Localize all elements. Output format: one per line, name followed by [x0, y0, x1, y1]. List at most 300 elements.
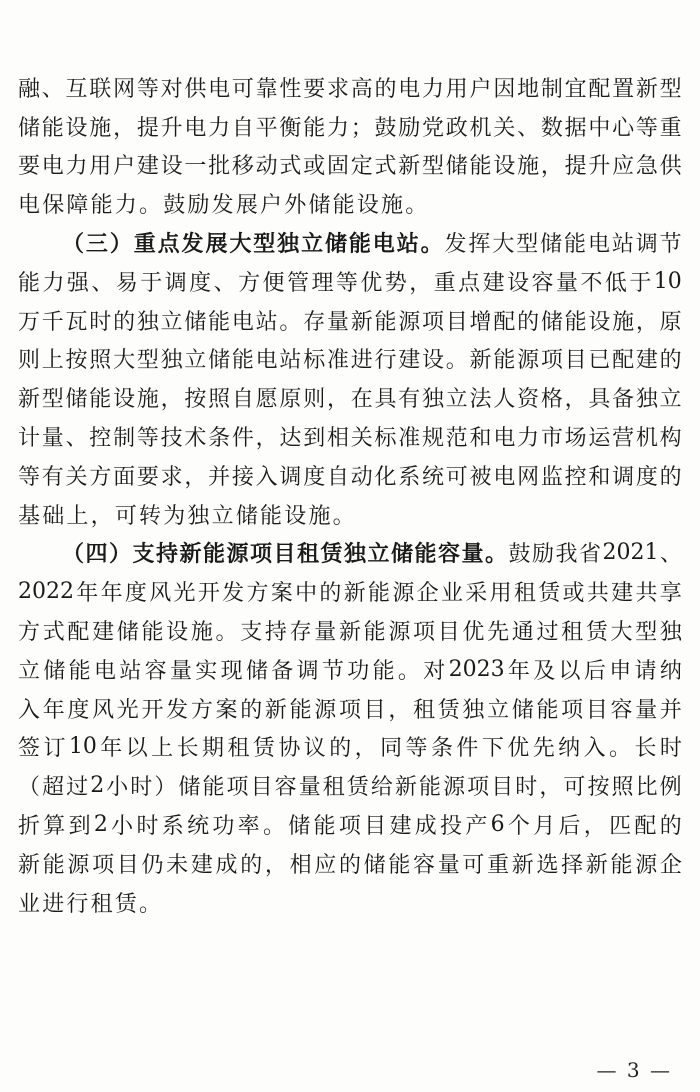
glyph: 进 — [42, 891, 67, 917]
glyph: 心 — [612, 115, 635, 141]
glyph: 项 — [338, 697, 361, 723]
glyph: 赁 — [346, 775, 369, 801]
glyph: 的 — [113, 309, 136, 335]
glyph: 障 — [66, 193, 91, 219]
glyph: ） — [154, 775, 177, 801]
glyph: 独 — [277, 232, 300, 258]
glyph: 配 — [634, 814, 657, 840]
glyph: 优 — [360, 270, 383, 296]
glyph: 能 — [414, 542, 437, 568]
glyph: 。 — [397, 658, 420, 684]
glyph: 管 — [286, 270, 309, 296]
glyph: 储 — [391, 542, 414, 568]
glyph: 容 — [531, 270, 554, 296]
glyph: 我 — [555, 542, 578, 568]
glyph: 制 — [540, 76, 563, 102]
glyph: 应 — [314, 852, 337, 878]
glyph: 大 — [113, 348, 136, 374]
glyph: 容 — [438, 542, 461, 568]
glyph: 电 — [372, 232, 395, 258]
glyph: 入 — [18, 697, 41, 723]
glyph: 站 — [119, 658, 142, 684]
glyph: 到 — [68, 814, 91, 840]
glyph: 电 — [208, 76, 231, 102]
glyph: 期 — [202, 736, 225, 762]
glyph: 。 — [420, 232, 443, 258]
glyph: 储 — [184, 309, 207, 335]
glyph: 签 — [18, 736, 41, 762]
glyph: 新 — [585, 852, 608, 878]
glyph: ； — [350, 115, 373, 141]
glyph: 6 — [490, 812, 505, 838]
glyph: 施 — [190, 620, 213, 646]
glyph: 独 — [136, 309, 159, 335]
glyph: 支 — [240, 620, 263, 646]
glyph: 的 — [659, 348, 682, 374]
glyph: （ — [62, 542, 85, 568]
glyph: 等 — [136, 76, 159, 102]
glyph: 能 — [260, 503, 285, 529]
glyph: 求 — [160, 464, 183, 490]
glyph: 协 — [278, 736, 301, 762]
glyph: 面 — [113, 464, 136, 490]
glyph: 先 — [487, 620, 510, 646]
glyph: 的 — [240, 697, 263, 723]
glyph: 方 — [246, 581, 269, 607]
glyph: 储 — [208, 348, 231, 374]
glyph: 型 — [136, 348, 159, 374]
text-line — [18, 572, 682, 611]
glyph: 租 — [297, 542, 320, 568]
glyph: 立 — [160, 309, 183, 335]
glyph: 设 — [422, 348, 445, 374]
glyph: 件 — [231, 426, 254, 452]
glyph: 大 — [610, 620, 633, 646]
glyph: 式 — [374, 154, 397, 180]
glyph: 超 — [42, 775, 65, 801]
glyph: 目 — [364, 814, 387, 840]
glyph: 源 — [392, 581, 415, 607]
glyph: 动 — [350, 464, 373, 490]
glyph: 产 — [465, 814, 488, 840]
glyph: 能 — [208, 309, 231, 335]
glyph: 势 — [384, 270, 407, 296]
glyph: 上 — [66, 503, 91, 529]
glyph: 。 — [445, 348, 468, 374]
glyph: 力 — [326, 115, 349, 141]
glyph: （ — [62, 232, 85, 258]
glyph: 建 — [635, 348, 658, 374]
glyph: 投 — [440, 814, 463, 840]
glyph: 存 — [289, 620, 312, 646]
glyph: 站 — [396, 232, 419, 258]
text-line — [18, 146, 682, 185]
glyph: 资 — [517, 387, 540, 413]
glyph: ） — [109, 232, 132, 258]
glyph: 租 — [322, 775, 345, 801]
glyph: 量 — [635, 697, 658, 723]
glyph: 能 — [202, 775, 225, 801]
section-heading-line — [18, 223, 682, 262]
glyph: 节 — [321, 658, 344, 684]
glyph: 设 — [284, 503, 309, 529]
glyph: 、 — [91, 270, 114, 296]
glyph: 具 — [374, 387, 397, 413]
glyph: 能 — [363, 620, 386, 646]
glyph: 储 — [540, 309, 563, 335]
glyph: 原 — [659, 309, 682, 335]
glyph: 和 — [588, 464, 611, 490]
glyph: 力 — [422, 76, 445, 102]
glyph: 项 — [467, 775, 490, 801]
glyph: 励 — [532, 542, 555, 568]
glyph: 调 — [635, 232, 658, 258]
glyph: 容 — [144, 658, 167, 684]
glyph: 设 — [493, 154, 516, 180]
glyph: 场 — [564, 426, 587, 452]
glyph: ， — [184, 464, 207, 490]
glyph: 低 — [604, 270, 627, 296]
glyph: ， — [635, 309, 658, 335]
glyph: 项 — [226, 775, 249, 801]
glyph: 项 — [561, 697, 584, 723]
glyph: 项 — [413, 620, 436, 646]
glyph: 型 — [253, 232, 276, 258]
text-line — [18, 262, 682, 301]
glyph: 能 — [303, 115, 326, 141]
glyph: 要 — [136, 464, 159, 490]
glyph: 据 — [564, 115, 587, 141]
glyph: 有 — [398, 387, 421, 413]
glyph: （ — [18, 775, 41, 801]
glyph: 租 — [227, 736, 250, 762]
glyph: 于 — [629, 270, 652, 296]
glyph: 励 — [187, 193, 212, 219]
glyph: 2 — [93, 812, 108, 838]
glyph: 源 — [443, 775, 466, 801]
glyph: 方 — [89, 464, 112, 490]
glyph: 时 — [136, 814, 159, 840]
glyph: 新 — [511, 852, 534, 878]
glyph: 调 — [296, 658, 319, 684]
glyph: 达 — [279, 426, 302, 452]
glyph: 光 — [173, 581, 196, 607]
glyph: 优 — [462, 620, 485, 646]
glyph: 高 — [350, 76, 373, 102]
glyph: 施 — [308, 503, 333, 529]
glyph: 易 — [115, 270, 138, 296]
glyph: 备 — [271, 658, 294, 684]
glyph: 机 — [635, 426, 658, 452]
glyph: 能 — [564, 309, 587, 335]
glyph: 新 — [264, 697, 287, 723]
glyph: 选 — [536, 852, 559, 878]
glyph: 展 — [235, 193, 261, 219]
glyph: 能 — [469, 154, 492, 180]
glyph: 供 — [184, 76, 207, 102]
glyph: 下 — [481, 736, 504, 762]
glyph: 过 — [536, 620, 559, 646]
glyph: 省 — [579, 542, 602, 568]
section-heading-line — [18, 534, 682, 573]
glyph: 要 — [18, 154, 41, 180]
glyph: 用 — [445, 76, 468, 102]
glyph: 大 — [229, 232, 252, 258]
glyph: 条 — [430, 736, 453, 762]
glyph: 电 — [493, 464, 516, 490]
glyph: 量 — [298, 775, 321, 801]
glyph: 施 — [136, 387, 159, 413]
glyph: 先 — [532, 736, 555, 762]
glyph: 能 — [313, 814, 336, 840]
glyph: 开 — [141, 697, 164, 723]
glyph: 相 — [326, 426, 349, 452]
glyph: 市 — [540, 426, 563, 452]
glyph: 。 — [332, 503, 357, 529]
glyph: 系 — [398, 464, 421, 490]
glyph: 性 — [279, 76, 302, 102]
glyph: 发 — [181, 232, 204, 258]
glyph: 项 — [422, 309, 445, 335]
glyph: 提 — [136, 115, 159, 141]
glyph: 时 — [130, 775, 153, 801]
glyph: 源 — [388, 620, 411, 646]
glyph: 户 — [113, 154, 136, 180]
glyph: 上 — [41, 348, 64, 374]
glyph: 点 — [458, 270, 481, 296]
glyph: 用 — [89, 154, 112, 180]
glyph: 共 — [586, 581, 609, 607]
glyph: 新 — [18, 387, 41, 413]
glyph: 能 — [536, 697, 559, 723]
glyph: 持 — [156, 542, 179, 568]
glyph: 并 — [208, 464, 231, 490]
glyph: 新 — [469, 348, 492, 374]
glyph: 能 — [42, 852, 65, 878]
glyph: 2022 — [18, 579, 74, 605]
glyph: 人 — [493, 387, 516, 413]
glyph: 型 — [659, 76, 682, 102]
glyph: 建 — [92, 620, 115, 646]
glyph: 。 — [609, 736, 632, 762]
glyph: 新 — [179, 542, 202, 568]
glyph: 给 — [370, 775, 393, 801]
glyph: 一 — [184, 154, 207, 180]
glyph: 升 — [588, 154, 611, 180]
glyph: 现 — [220, 658, 243, 684]
glyph: 目 — [564, 348, 587, 374]
glyph: 施 — [517, 154, 540, 180]
glyph: 。 — [279, 309, 302, 335]
glyph: 、 — [213, 270, 236, 296]
glyph: 独 — [635, 387, 658, 413]
glyph: 按 — [184, 387, 207, 413]
glyph: 重 — [133, 232, 156, 258]
glyph: 标 — [303, 348, 326, 374]
glyph: 配 — [588, 76, 611, 102]
glyph: 企 — [416, 581, 439, 607]
glyph: 调 — [612, 464, 635, 490]
glyph: 照 — [611, 775, 634, 801]
glyph: 则 — [303, 387, 326, 413]
glyph: 光 — [116, 697, 139, 723]
glyph: 力 — [65, 154, 88, 180]
glyph: 量 — [326, 309, 349, 335]
glyph: 源 — [517, 348, 540, 374]
glyph: 型 — [41, 387, 64, 413]
glyph: 目 — [445, 309, 468, 335]
glyph: 仍 — [141, 852, 164, 878]
glyph: 成 — [414, 814, 437, 840]
glyph: 及 — [533, 658, 556, 684]
glyph: 目 — [437, 620, 460, 646]
glyph: 能 — [374, 309, 397, 335]
glyph: 立 — [445, 387, 468, 413]
glyph: 。 — [139, 891, 164, 917]
glyph: 四 — [85, 542, 108, 568]
glyph: 长 — [176, 736, 199, 762]
glyph: 调 — [164, 270, 187, 296]
glyph: 赁 — [585, 620, 608, 646]
text-line — [18, 107, 682, 146]
glyph: 互 — [65, 76, 88, 102]
glyph: 率 — [237, 814, 260, 840]
glyph: 目 — [273, 542, 296, 568]
glyph: 原 — [279, 387, 302, 413]
glyph: 上 — [151, 736, 174, 762]
glyph: 择 — [561, 852, 584, 878]
glyph: 容 — [610, 697, 633, 723]
glyph: 愿 — [255, 387, 278, 413]
glyph: 控 — [89, 426, 112, 452]
glyph: 施 — [381, 193, 406, 219]
glyph: 小 — [111, 814, 134, 840]
glyph: 储 — [363, 852, 386, 878]
glyph: 新 — [398, 154, 421, 180]
text-line — [18, 805, 682, 844]
glyph: 或 — [303, 154, 326, 180]
glyph: 构 — [659, 426, 682, 452]
glyph: 化 — [374, 464, 397, 490]
glyph: 请 — [634, 658, 657, 684]
glyph: 立 — [367, 542, 390, 568]
glyph: 小 — [106, 775, 129, 801]
glyph: 新 — [18, 852, 41, 878]
glyph: ） — [109, 542, 132, 568]
glyph: 能 — [18, 270, 41, 296]
glyph: 等 — [18, 464, 41, 490]
glyph: ， — [264, 852, 287, 878]
glyph: 源 — [635, 852, 658, 878]
glyph: 能 — [90, 193, 115, 219]
glyph: 案 — [215, 697, 238, 723]
glyph: 独 — [160, 348, 183, 374]
glyph: 电 — [184, 115, 207, 141]
glyph: 件 — [456, 736, 479, 762]
glyph: 重 — [487, 852, 510, 878]
glyph: 以 — [125, 736, 148, 762]
glyph: 的 — [319, 581, 342, 607]
glyph: 功 — [347, 658, 370, 684]
glyph: 转 — [139, 503, 164, 529]
glyph: 不 — [580, 270, 603, 296]
glyph: 的 — [659, 814, 682, 840]
glyph: 算 — [43, 814, 66, 840]
glyph: 10 — [68, 734, 97, 760]
glyph: 案 — [270, 581, 293, 607]
glyph: 节 — [659, 232, 682, 258]
text-line — [18, 301, 682, 340]
glyph: 术 — [184, 426, 207, 452]
glyph: 。 — [139, 193, 164, 219]
glyph: 党 — [422, 115, 445, 141]
glyph: 能 — [289, 697, 312, 723]
glyph: 长 — [634, 736, 657, 762]
glyph: 格 — [540, 387, 563, 413]
glyph: 目 — [491, 775, 514, 801]
glyph: 例 — [659, 775, 682, 801]
glyph: 未 — [166, 852, 189, 878]
glyph: 能 — [610, 852, 633, 878]
text-line — [18, 883, 682, 922]
glyph: 源 — [398, 309, 421, 335]
glyph: 点 — [157, 232, 180, 258]
glyph: 、 — [65, 426, 88, 452]
page-number: — 3 — — [596, 1058, 672, 1082]
glyph: 基 — [18, 503, 43, 529]
glyph: 电 — [18, 193, 43, 219]
glyph: 风 — [92, 697, 115, 723]
glyph: 时 — [659, 736, 682, 762]
glyph: 能 — [388, 852, 411, 878]
glyph: 中 — [295, 581, 318, 607]
glyph: 施 — [612, 309, 635, 335]
glyph: 准 — [398, 426, 421, 452]
glyph: 调 — [279, 464, 302, 490]
glyph: 比 — [635, 775, 658, 801]
glyph: 。 — [215, 620, 238, 646]
glyph: 求 — [326, 76, 349, 102]
glyph: 型 — [635, 620, 658, 646]
glyph: 享 — [659, 581, 682, 607]
glyph: 立 — [18, 658, 41, 684]
glyph: 度 — [124, 581, 147, 607]
glyph: 新 — [635, 76, 658, 102]
glyph: 项 — [338, 814, 361, 840]
glyph: 计 — [18, 426, 41, 452]
glyph: 型 — [516, 232, 539, 258]
glyph: 数 — [540, 115, 563, 141]
glyph: 共 — [635, 581, 658, 607]
glyph: 设 — [166, 620, 189, 646]
glyph: 行 — [66, 891, 91, 917]
glyph: 便 — [262, 270, 285, 296]
glyph: 技 — [160, 426, 183, 452]
glyph: 制 — [113, 426, 136, 452]
glyph: 独 — [462, 697, 485, 723]
glyph: 等 — [136, 426, 159, 452]
glyph: 。 — [262, 814, 285, 840]
glyph: 存 — [303, 309, 326, 335]
glyph: 运 — [588, 426, 611, 452]
glyph: 的 — [240, 852, 263, 878]
glyph: 控 — [564, 464, 587, 490]
glyph: 升 — [160, 115, 183, 141]
glyph: 能 — [231, 348, 254, 374]
glyph: 立 — [487, 697, 510, 723]
glyph: 相 — [289, 852, 312, 878]
glyph: 。 — [405, 193, 430, 219]
